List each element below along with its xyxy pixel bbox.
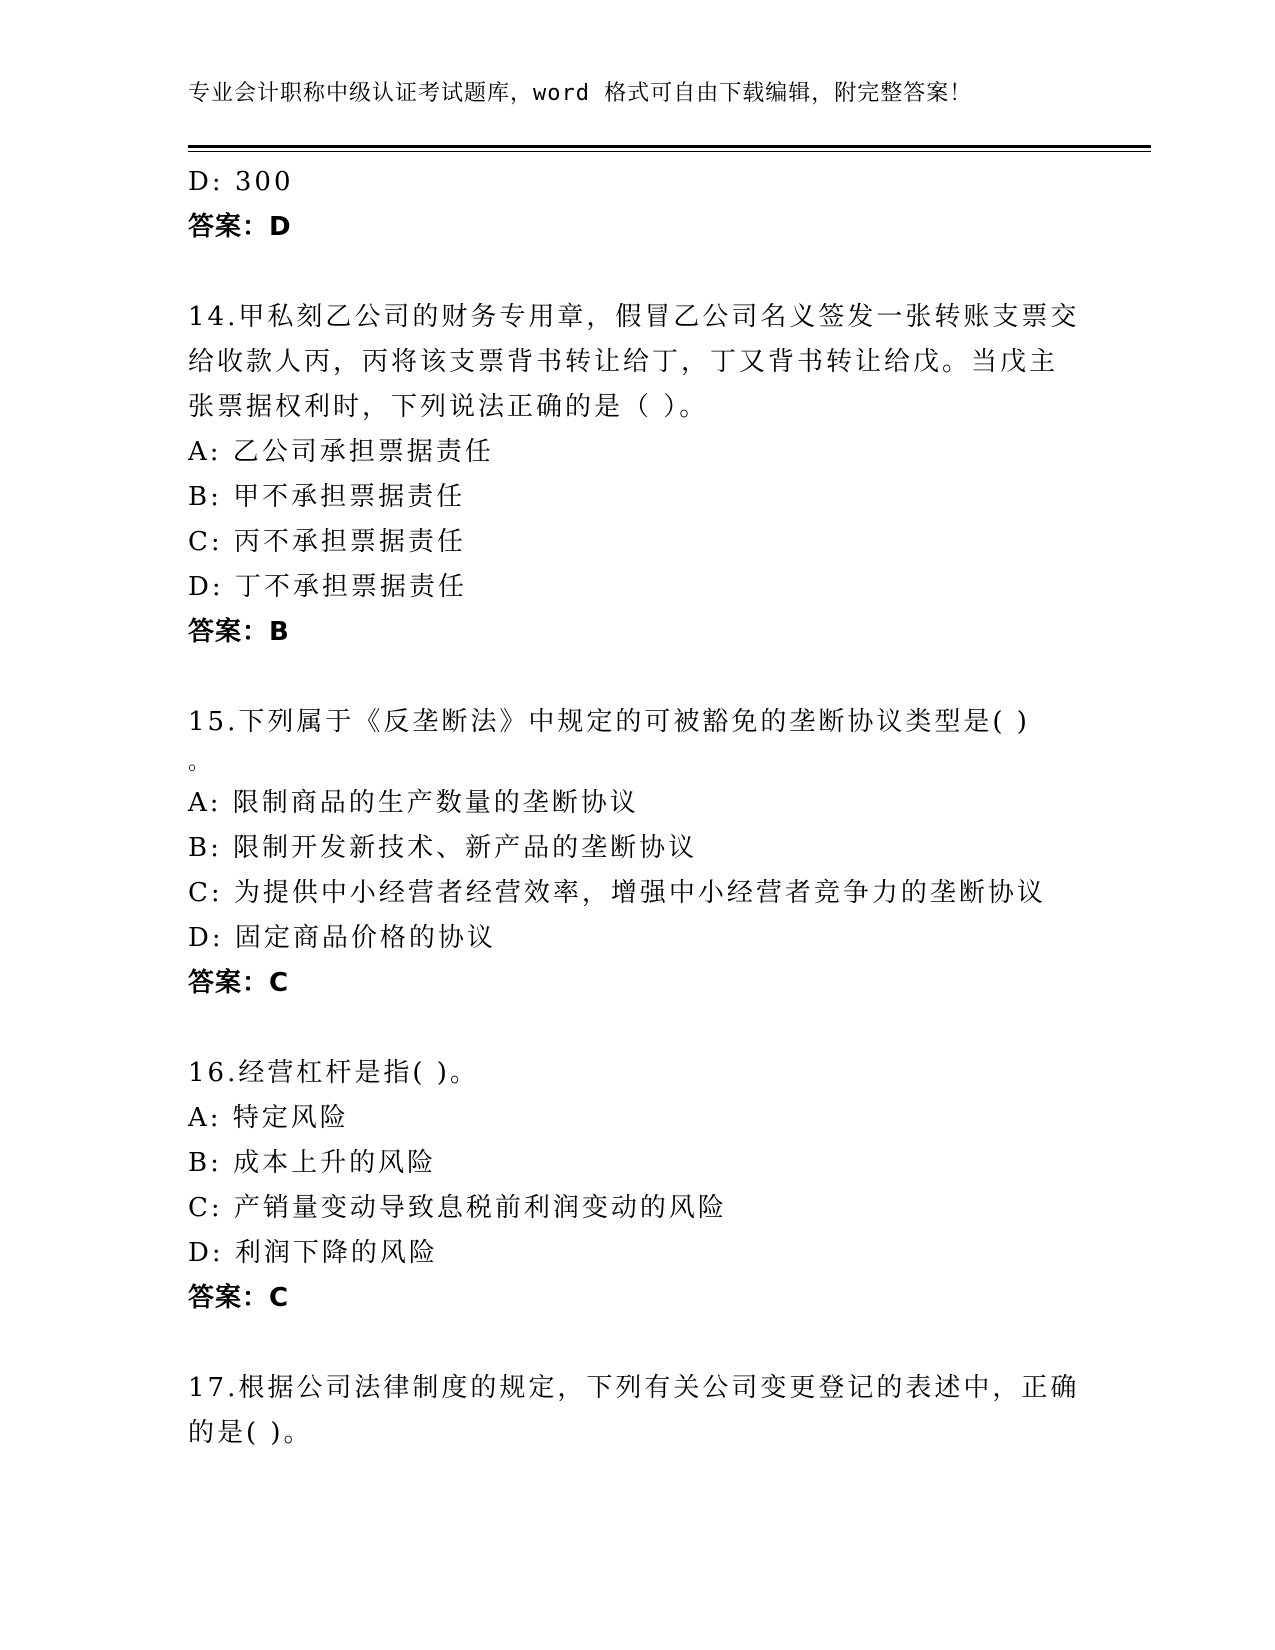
- q15-option-d: D: 固定商品价格的协议: [188, 923, 496, 953]
- q15-stem-line2: 。: [188, 750, 214, 775]
- header-rule-thin: [188, 151, 1151, 152]
- q17-stem-line2: 的是( )。: [188, 1418, 313, 1448]
- prev-option-d: D: 300: [188, 167, 294, 197]
- q14-option-c: C: 丙不承担票据责任: [188, 527, 466, 557]
- prev-answer: 答案：D: [188, 212, 292, 242]
- q16-option-c: C: 产销量变动导致息税前利润变动的风险: [188, 1193, 727, 1223]
- q15-answer: 答案：C: [188, 968, 290, 998]
- q14-answer: 答案：B: [188, 617, 290, 647]
- q16-stem-line1: 16.经营杠杆是指( )。: [188, 1058, 479, 1088]
- q15-option-a: A: 限制商品的生产数量的垄断协议: [188, 788, 639, 818]
- q14-option-d: D: 丁不承担票据责任: [188, 572, 467, 602]
- q14-stem-line2: 给收款人丙，丙将该支票背书转让给丁，丁又背书转让给戊。当戊主: [188, 347, 1059, 377]
- q16-option-b: B: 成本上升的风险: [188, 1148, 437, 1178]
- header-rule: [188, 145, 1151, 148]
- q15-stem-line1: 15.下列属于《反垄断法》中规定的可被豁免的垄断协议类型是( ): [188, 707, 1030, 737]
- q15-option-c: C: 为提供中小经营者经营效率，增强中小经营者竞争力的垄断协议: [188, 878, 1046, 908]
- q14-option-a: A: 乙公司承担票据责任: [188, 437, 494, 467]
- q16-option-d: D: 利润下降的风险: [188, 1238, 438, 1268]
- page-header: 专业会计职称中级认证考试题库，word 格式可自由下载编辑，附完整答案！: [188, 81, 973, 106]
- q15-option-b: B: 限制开发新技术、新产品的垄断协议: [188, 833, 698, 863]
- question-content: [188, 160, 1088, 1456]
- q16-option-a: A: 特定风险: [188, 1103, 349, 1133]
- q17-stem-line1: 17.根据公司法律制度的规定，下列有关公司变更登记的表述中，正确: [188, 1373, 1080, 1403]
- q16-answer: 答案：C: [188, 1283, 290, 1313]
- q14-stem-line3: 张票据权利时，下列说法正确的是（ ）。: [188, 392, 709, 422]
- q14-stem-line1: 14.甲私刻乙公司的财务专用章，假冒乙公司名义签发一张转账支票交: [188, 302, 1080, 332]
- q14-option-b: B: 甲不承担票据责任: [188, 482, 466, 512]
